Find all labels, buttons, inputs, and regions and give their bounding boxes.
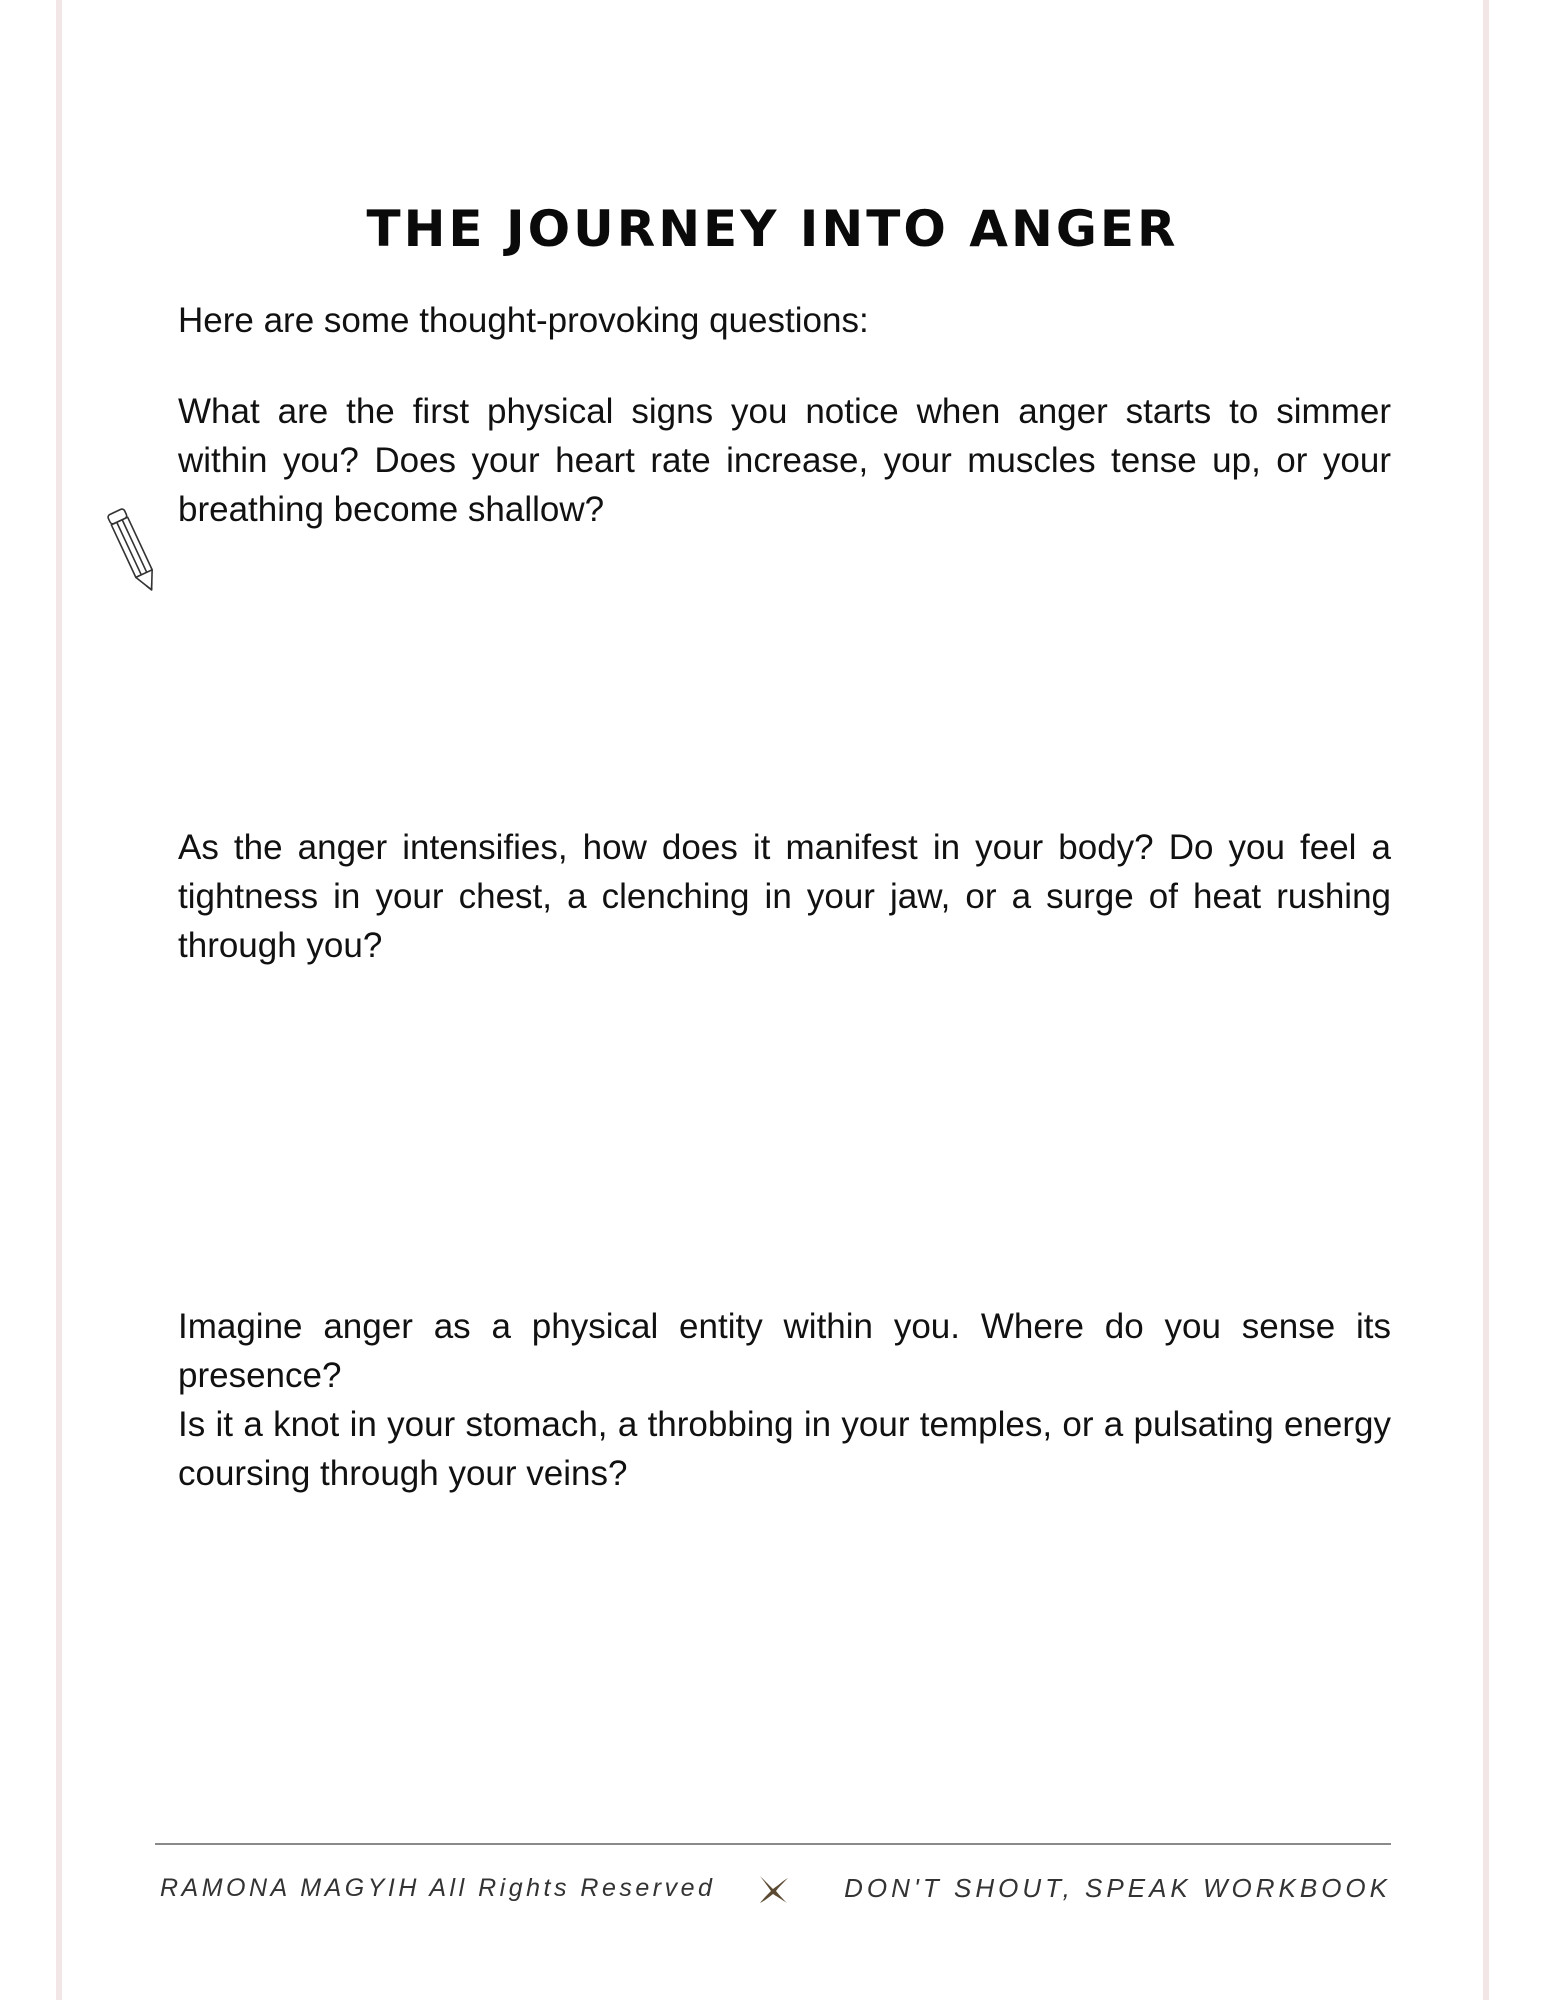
sparkle-icon (756, 1872, 790, 1906)
question-3 (178, 1302, 1391, 1498)
pencil-icon (100, 500, 166, 600)
intro-text: Here are some thought-provoking questions: (178, 301, 869, 340)
footer-copyright: RAMONA MAGYIH All Rights Reserved (160, 1874, 716, 1902)
page-title: THE JOURNEY INTO ANGER (366, 200, 1179, 258)
question-3-part-a: Imagine anger as a physical entity within you. Where do you sense its presence? (178, 1307, 1391, 1395)
question-3-part-b: Is it a knot in your stomach, a throbbing in your temples, or a pulsating energy coursing through your veins? (178, 1405, 1391, 1493)
question-2: As the anger intensifies, how does it manifest in your body? Do you feel a tightness in your chest, a clenching in your jaw, or a surge of heat rushing through you? (178, 828, 1391, 965)
footer-divider (155, 1843, 1391, 1845)
page-border-right (1483, 0, 1489, 2000)
page-border-left (56, 0, 62, 2000)
question-1: What are the first physical signs you notice when anger starts to simmer within you? Does your heart rate increase, your muscles tense up, or your breathing become shallow? (178, 392, 1391, 529)
footer-workbook-title: DON'T SHOUT, SPEAK WORKBOOK (844, 1873, 1391, 1903)
